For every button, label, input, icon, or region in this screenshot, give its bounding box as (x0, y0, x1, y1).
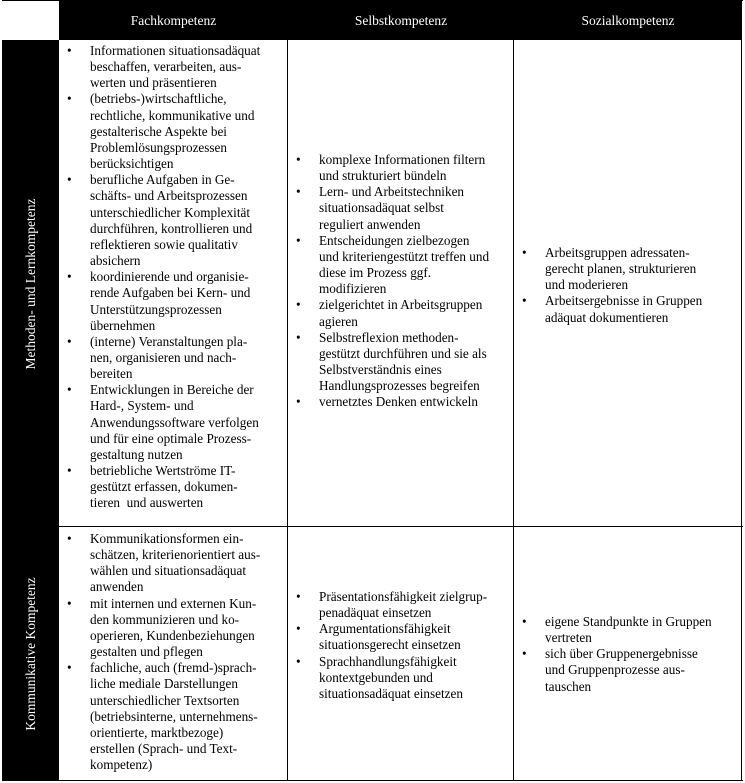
list-item-line: tieren und auswerten (90, 495, 204, 511)
list-item-line: • Argumentationsfähigkeit (319, 621, 451, 637)
list-item (289, 233, 512, 298)
list-item-line: und kriteriengestützt treffen und (319, 248, 490, 264)
list-item-line: situationsadäquat einsetzen (319, 685, 463, 701)
list-item-line: • Kommunikationsformen ein- (90, 531, 244, 546)
list-item-line: • Entwicklungen in Bereiche der (90, 382, 254, 398)
methoden-fach-list (60, 43, 286, 512)
list-item-line: reflektieren sowie qualitativ (90, 236, 238, 252)
list-item-line: • Sprachhandlungsfähigkeit (319, 653, 457, 669)
list-item-line: • betriebliche Wertströme IT- (90, 463, 236, 479)
list-item-line: • mit internen und externen Kun- (90, 595, 257, 611)
list-item-line: beschaffen, verarbeiten, aus- (90, 59, 242, 75)
list-item (289, 621, 512, 653)
list-item-line: und moderieren (545, 277, 629, 293)
list-item-line: unterschiedlicher Textsorten (90, 692, 240, 708)
list-item-line: anwenden (90, 579, 144, 595)
col-divider-1 (287, 0, 288, 781)
kommunikativ-selbst-list (289, 589, 512, 702)
list-item-line: • Lern- und Arbeitstechniken (319, 184, 465, 200)
list-item-line: übernehmen (90, 317, 156, 333)
list-item-line: rende Aufgaben bei Kern- und (90, 285, 251, 301)
list-item-line: liche mediale Darstellungen (90, 676, 238, 692)
list-item (60, 269, 286, 334)
list-item (289, 654, 512, 702)
col-divider-2 (513, 0, 514, 781)
list-item-line: rechtliche, kommunikative und (90, 107, 255, 123)
list-item-line: • (betriebs-)wirtschaftliche, (90, 91, 227, 107)
list-item-line: modifizieren (319, 281, 387, 297)
kommunikativ-fach-list (60, 531, 286, 773)
list-item-line: und Gruppenprozesse aus- (545, 662, 685, 678)
list-item-line: nen, organisieren und nach- (90, 349, 237, 365)
list-item-line: situationsadäquat selbst (319, 200, 444, 216)
list-item-line: reguliert anwenden (319, 216, 421, 232)
list-item-line: operieren, Kundenbeziehungen (90, 627, 255, 643)
header-selbstkompetenz: Selbstkompetenz (288, 1, 514, 40)
list-item-line: • Arbeitsergebnisse in Gruppen (545, 293, 703, 309)
list-item (289, 184, 512, 232)
row-label-methoden-text: Methoden- und Lernkompetenz (22, 198, 38, 369)
list-item-line: penadäquat einsetzen (319, 605, 432, 621)
list-item-line: unterschiedlicher Komplexität (90, 204, 251, 220)
list-item (515, 614, 740, 646)
list-item (60, 660, 286, 773)
list-item (289, 589, 512, 621)
list-item-line: Handlungsprozesses begreifen (319, 378, 480, 394)
table-border-right (741, 0, 742, 781)
list-item-line: • berufliche Aufgaben in Ge- (90, 172, 235, 188)
list-item-line: • Arbeitsgruppen adressaten- (545, 245, 690, 260)
list-item-line: • eigene Standpunkte in Gruppen (545, 614, 712, 629)
list-item-line: • koordinierende und organisie- (90, 269, 249, 285)
list-item-line: orientierte, marktbezoge) (90, 724, 224, 740)
list-item-line: Selbstverständnis eines (319, 362, 442, 378)
list-item-line: erstellen (Sprach- und Text- (90, 741, 238, 757)
list-item-line: absichern (90, 253, 141, 269)
list-item-line: (betriebsinterne, unternehmens- (90, 708, 258, 724)
list-item-line: • Informationen situationsadäquat (90, 43, 261, 58)
list-item-line: gestaltung nutzen (90, 446, 183, 462)
list-item-line: • fachliche, auch (fremd-)sprach- (90, 660, 257, 676)
list-item-line: • Präsentationsfähigkeit zielgrup- (319, 589, 488, 604)
list-item (289, 394, 512, 410)
row-label-methoden (2, 40, 59, 527)
list-item (289, 152, 512, 184)
list-item-line: agieren (319, 313, 358, 329)
list-item-line: berücksichtigen (90, 156, 174, 172)
list-item (289, 330, 512, 395)
list-item-line: • komplexe Informationen filtern (319, 152, 486, 167)
list-item-line: • (interne) Veranstaltungen pla- (90, 333, 248, 349)
row-label-kommunikativ-text: Kommunikative Kompetenz (22, 577, 38, 731)
list-item-line: gestützt erfassen, dokumen- (90, 479, 238, 495)
list-item (60, 334, 286, 382)
list-item-line: Hard-, System- und (90, 398, 194, 414)
list-item-line: Anwendungssoftware verfolgen (90, 414, 259, 430)
list-item-line: durchführen, kontrollieren und (90, 220, 253, 236)
list-item-line: • Entscheidungen zielbezogen (319, 232, 470, 248)
list-item (60, 91, 286, 172)
list-item-line: • sich über Gruppenergebnisse (545, 646, 698, 662)
list-item-line: gestützt durchführen und sie als (319, 345, 487, 361)
list-item-line: schätzen, kriterienorientiert aus- (90, 547, 261, 563)
row-divider (2, 526, 743, 527)
list-item (60, 382, 286, 463)
list-item-line: Unterstützungsprozessen (90, 301, 222, 317)
kommunikativ-sozial-list (515, 614, 740, 695)
table-border-bottom (2, 780, 743, 781)
corner-cell (2, 1, 59, 40)
methoden-sozial-list (515, 245, 740, 326)
methoden-selbst-list (289, 152, 512, 411)
list-item (515, 646, 740, 694)
list-item-line: schäfts- und Arbeitsprozessen (90, 188, 248, 204)
list-item (60, 596, 286, 661)
list-item-line: den kommunizieren und ko- (90, 611, 240, 627)
list-item (515, 245, 740, 293)
list-item (60, 43, 286, 91)
list-item-line: gestalterische Aspekte bei (90, 123, 227, 139)
row-label-kommunikativ (2, 527, 59, 781)
list-item (60, 463, 286, 511)
list-item-line: adäquat dokumentieren (545, 309, 669, 325)
list-item (60, 531, 286, 596)
list-item-line: bereiten (90, 366, 133, 382)
list-item-line: und für eine optimale Prozess- (90, 430, 252, 446)
list-item-line: kompetenz) (90, 757, 153, 773)
list-item-line: situationsgerecht einsetzen (319, 637, 461, 653)
table-border-top (2, 0, 743, 1)
list-item-line: werten und präsentieren (90, 75, 217, 91)
list-item-line: • vernetztes Denken entwickeln (319, 394, 478, 410)
list-item (289, 297, 512, 329)
list-item-line: wählen und situationsadäquat (90, 563, 247, 579)
header-fachkompetenz: Fachkompetenz (59, 1, 288, 40)
list-item-line: • Selbstreflexion methoden- (319, 329, 459, 345)
list-item-line: gerecht planen, strukturieren (545, 261, 697, 277)
list-item-line: tauschen (545, 678, 592, 694)
list-item (515, 293, 740, 325)
list-item-line: und strukturiert bündeln (319, 168, 447, 184)
list-item (60, 172, 286, 269)
list-item-line: diese im Prozess ggf. (319, 265, 432, 281)
list-item-line: vertreten (545, 630, 592, 646)
list-item-line: gestalten und pflegen (90, 644, 203, 660)
list-item-line: Problemlösungsprozessen (90, 139, 227, 155)
header-sozialkompetenz: Sozialkompetenz (514, 1, 742, 40)
list-item-line: • zielgerichtet in Arbeitsgruppen (319, 297, 483, 313)
list-item-line: kontextgebunden und (319, 669, 433, 685)
